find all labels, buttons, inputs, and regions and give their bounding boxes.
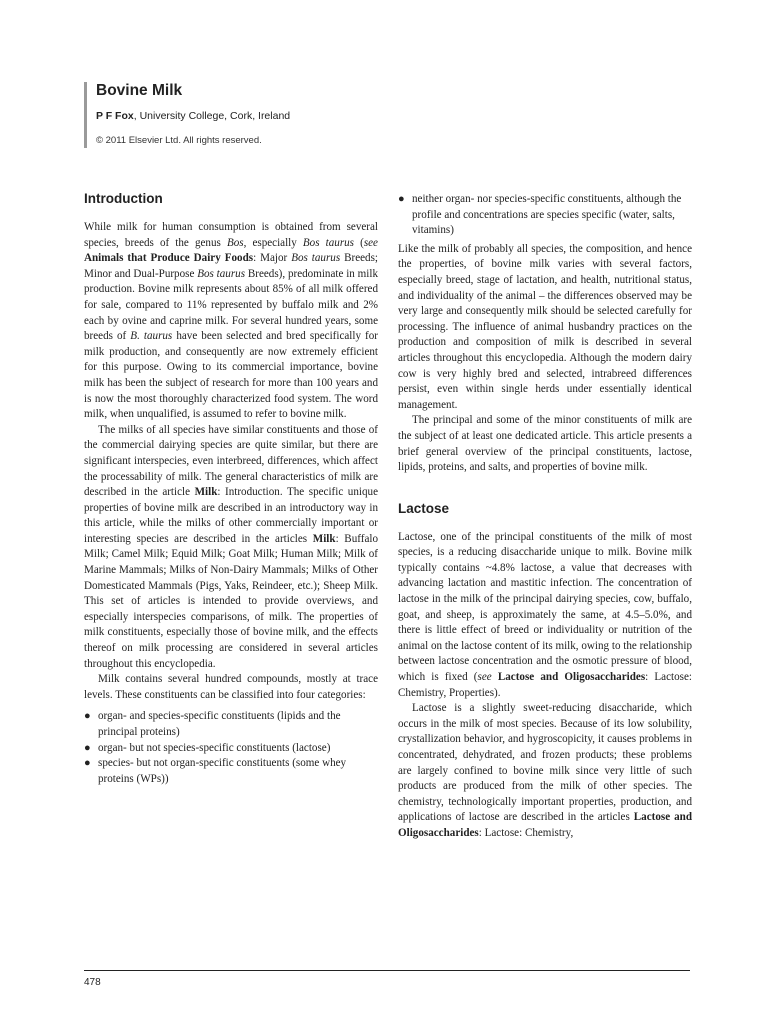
cross-reference-link: Lactose and Oligosaccharides: [398, 811, 692, 839]
author-name: P F Fox: [96, 110, 134, 122]
article-header: [84, 82, 290, 148]
cross-reference-link: Animals that Produce Dairy Foods: [84, 252, 254, 265]
cross-reference-link: Lactose and Oligosaccharides: [497, 671, 646, 684]
bullet-icon: ●: [84, 757, 91, 770]
bullet-icon: ●: [84, 710, 91, 723]
author-affiliation: , University College, Cork, Ireland: [133, 110, 291, 122]
intro-paragraph-5: The principal and some of the minor constituents of milk are the subject of at least one dedicated article. This article presents a brief general overview of the principal constituents, lactose, lipids, proteins, and salts, and properties of bovine milk.: [398, 414, 692, 474]
bullet-icon: ●: [398, 193, 405, 205]
footer-rule: [84, 970, 690, 971]
intro-paragraph-2: The milks of all species have similar constituents and those of the commercial dairying species are quite similar, but there are significant interspecies, even interbreed, differences, which affect the processability of milk. The general characteristics of milk are described in the article Milk: Introduction. The specific unique properties of bovine milk are described in an introductory way in this article, while the milks of other commercially important or interesting species are described in the articles Milk: Buffalo Milk; Camel Milk; Equid Milk; Goat Milk; Human Milk; Milk of Marine Mammals; Milks of Non-Dairy Mammals; Milks of Other Domesticated Mammals (Pigs, Yaks, Reindeer, etc.); Sheep Milk. This set of articles is intended to provide overviews, and especially interspecies comparisons, of milk. The properties of milk constituents, especially those of bovine milk, and the effects thereof on milk processing are considered in several articles throughout this encyclopedia.: [84, 423, 378, 670]
article-title: Bovine Milk: [96, 82, 183, 99]
cross-reference-link: Milk: [312, 532, 336, 545]
intro-paragraph-4: Like the milk of probably all species, the composition, and hence the properties, of bovine milk varies with several factors, especially breed, stage of lactation, and health, nutritional status, and individuality of the animal – the differences observed may be very large and consequently milk should be selected carefully for processing. The influence of animal husbandry practices on the production and composition of milk is described in several articles throughout this encyclopedia. Although the modern dairy cow is very highly bred and selected, intrabreed differences persist, even within single herds under essentially identical management.: [398, 242, 692, 411]
right-column: [398, 192, 692, 842]
list-item: ● species- but not organ-specific constituents (some whey proteins (WPs)): [84, 757, 347, 785]
page-number: 478: [84, 977, 101, 988]
lactose-paragraph-1: Lactose, one of the principal constituents of the milk of most species, is a reducing disaccharide unique to milk. Bovine milk typically contains ~4.8% lactose, a value that decreases with advancing lactation and mastitic infection. The concentration of lactose in the milk of the principal dairying species, cow, buffalo, goat, and sheep, is approximately the same, at 4.5–5.0%, and there is little effect of breed or individuality or nutrition of the animal on the lactose content of its milk, owing to the relationship between lactose concentration and the osmotic pressure of blood, which is fixed (see Lactose and Oligosaccharides: Lactose: Chemistry, Properties).: [398, 530, 692, 699]
constituent-category-list-continued: [398, 192, 692, 239]
bullet-icon: ●: [84, 741, 91, 754]
list-item: ● neither organ- nor species-specific constituents, although the profile and concentrations are species specific (water, salts, vitamins): [398, 193, 682, 237]
copyright-notice: © 2011 Elsevier Ltd. All rights reserved.: [96, 134, 262, 146]
section-heading-introduction: Introduction: [84, 191, 163, 206]
left-column: [84, 190, 378, 787]
constituent-category-list: [84, 709, 378, 787]
author-line: [96, 109, 290, 125]
cross-reference-link: Milk: [194, 486, 218, 499]
intro-paragraph-1: While milk for human consumption is obtained from several species, breeds of the genus Bos, especially Bos taurus (see Animals that Produce Dairy Foods: Major Bos taurus Breeds; Minor and Dual-Purpose Bos taurus Breeds), predominate in milk production. Bovine milk represents about 85% of all milk offered for sale, compared to 11% represented by buffalo milk and 2% each by ovine and caprine milk. For several hundred years, some breeds of B. taurus have been selected and bred specifically for milk production, and consequently are now extremely efficient for this purpose. Owing to its commercial importance, bovine milk has been the subject of research for more than 100 years and is now the most thoroughly characterized food system. The word milk, when unqualified, is assumed to refer to bovine milk.: [84, 221, 379, 421]
lactose-paragraph-2: Lactose is a slightly sweet-reducing disaccharide, which occurs in the milk of most species. Because of its low solubility, crystallization behavior, and hygroscopicity, it causes problems in concentrated, dehydrated, and frozen products; these problems are largely confined to bovine milk since very little of such products are produced from the milk of other species. The chemistry, technologically important properties, production, and applications of lactose are described in the articles Lactose and Oligosaccharides: Lactose: Chemistry,: [398, 702, 692, 839]
list-item: ● organ- but not species-specific constituents (lactose): [84, 741, 378, 757]
intro-paragraph-3: Milk contains several hundred compounds, mostly at trace levels. These constituents can be classified into four categories:: [84, 673, 378, 701]
list-item: ● organ- and species-specific constituents (lipids and the principal proteins): [84, 710, 341, 738]
section-heading-lactose: Lactose: [398, 500, 450, 516]
